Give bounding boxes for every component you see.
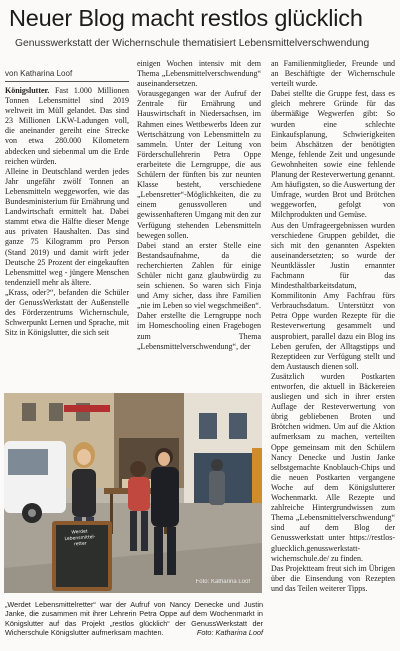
article-column-1 [5, 86, 129, 386]
paragraph: Das Projektteam freut sich im Übrigen über die Einsendung von Rezepten und das Teilen weiterer Tipps. [271, 563, 395, 593]
paragraph: Dabei stellte die Gruppe fest, dass es gleich mehrere Gründe für das übermäßige Wegwerfen gibt: So wurden eine schlechte Einkaufsplanung, Schwierigkeiten beim Abschätzen der benötigten Menge, fehlende Zeit und ungesunde Gewohnheiten sowie eine fehlende Planung der Resteverwertung genannt. Am häufigsten, so die Auswertung der Umfrage, wurden Brot und Brötchen weggeworfen, gefolgt von Milchprodukten und Gemüse. [271, 89, 395, 220]
dateline: Königslutter. [5, 86, 50, 95]
paragraph: Zusätzlich wurden Postkarten entworfen, die aktuell in Bäckereien ausliegen und sich in ihrer ersten Auflage der Resteverwertung von übrig gebliebenen Broten und Brötchen widmen. Um auf die Aktion aufmerksam zu machen, verteilten Oppe gemeinsam mit den Schülern Nancy Denecke und Justin Janke selbstgemachte Knoblauch-Chips und die neuen Postkarten vergangene Woche auf dem Königslutterer Wochenmarkt. Alle Rezepte und zahlreiche Hintergrundwissen zum Thema „Lebensmittelverschwendung“ sind auf dem Blog der Genusswerkstatt unter https://restlos-gluecklich.genusswerkstatt-wichernschule.de/ zu finden. [271, 371, 395, 563]
paragraph: einigen Wochen intensiv mit dem Thema „Lebensmittelverschwendung“ auseinandersetzen. [137, 59, 261, 89]
article-column-3 [271, 59, 395, 639]
paragraph: Königslutter. Fast 1.000 Millionen Tonnen Lebensmittel sind 2019 weltweit im Müll gelandet. Das sind 23 Millionen LKW-Ladungen voll, die aneinander gereiht eine Strecke von etwa 280.000 Kilometern abdecken und siebenmal um die Erde reichen würden. [5, 86, 129, 166]
paragraph: Dabei stand an erster Stelle eine Bestandsaufnahme, da die recherchierten Zahlen für einige Schüler nicht ganz glaubwürdig zu sein schienen. So waren sich Finja und Amy sicher, dass ihre Familien „nie im Leben so viel wegschmeißen“. [137, 240, 261, 311]
paragraph: „Krass, oder?“, befanden die Schüler der GenussWerkstatt der Außenstelle des Förderzentrums Wichernschule, Schwerpunkt Lernen und Sprache, mit Sitz in Königslutter, die sich seit [5, 287, 129, 338]
photo-caption [5, 600, 263, 637]
paragraph: Daher erstellte die Lerngruppe noch im Homeschooling einen Fragebogen zum Thema „Lebensmittelverschwendung“, der [137, 311, 261, 351]
byline: von Katharina Loof [5, 69, 73, 78]
photo-watermark: Foto: Katharina Loof [195, 579, 250, 585]
article-column-2 [137, 59, 261, 386]
paragraph: Vorausgegangen war der Aufruf der Zentrale für Ernährung und Hauswirtschaft in Niedersachsen, im Rahmen eines Wettbewerbs Ideen zur Wertschätzung von Lebensmitteln zu sammeln. Unter der Leitung von Förderschullehrerin Petra Oppe erarbeitete die Lerngruppe, die aus Schülern der fünften bis zur neunten Klasse besteht, verschiedene „Lebensretter“-Möglichkeiten, die zu einem genussvolleren und gewissenhafteren Umgang mit den zur Verfügung stehenden Lebensmitteln bewegen sollen. [137, 89, 261, 240]
market-photo [4, 393, 262, 593]
photo-credit: Foto: Katharina Loof [196, 627, 263, 637]
subheadline: Genusswerkstatt der Wichernschule thematisiert Lebensmittelverschwendung [15, 38, 370, 49]
paragraph: an Familienmitglieder, Freunde und an Beschäftigte der Wichernschule verteilt wurde. [271, 59, 395, 89]
chalkboard-sign-text: Werdet Lebensmittel- retter [64, 529, 96, 548]
paragraph: Aus den Umfrageergebnissen wurden verschiedene Gruppen gebildet, die sich mit den genannten Aspekten auseinandersetzten; so wurde der Neuntklässler Justin ernannter Fachmann für das Mindesthaltbarkeitsdatum, Kommilitonin Amy Fachfrau fürs Verbrauchsdatum. Unterstützt von Petra Oppe wurden Rezepte für die Resteverwertung gesammelt und ausprobiert, parallel dazu ein Blog ins Leben gerufen, der Alltagstipps und Rezeptideen zur Verfügung stellt und dem Austausch dienen soll. [271, 220, 395, 371]
market-scene-illustration [4, 393, 262, 593]
paragraph: Alleine in Deutschland werden jedes Jahr ungefähr zwölf Tonnen an Lebensmitteln weggeworfen, wie das Bundesministerium für Ernährung und Landwirtschaft ermittelt hat. Dabei stammt etwa die Hälfte dieser Menge aus privaten Haushalten. Das sind ganze 75 Kilogramm pro Person (Stand 2019) und damit wirft jeder Deutsche 25 Prozent der eingekauften Lebensmittel weg - jüngere Menschen tendenziell mehr als ältere. [5, 166, 129, 287]
headline: Neuer Blog macht restlos glücklich [9, 5, 363, 31]
caption-text: „Werdet Lebensmittelretter“ war der Aufruf von Nancy Denecke und Justin Janke, die zusammen mit ihrer Lehrerin Petra Oppe auf dem Wochenmarkt in Königslutter auf das Projekt „restlos glücklich“ der GenussWerkstatt der Wicherschule Königslutter aufmerksam machten. [5, 600, 263, 637]
byline-rule [5, 81, 129, 82]
